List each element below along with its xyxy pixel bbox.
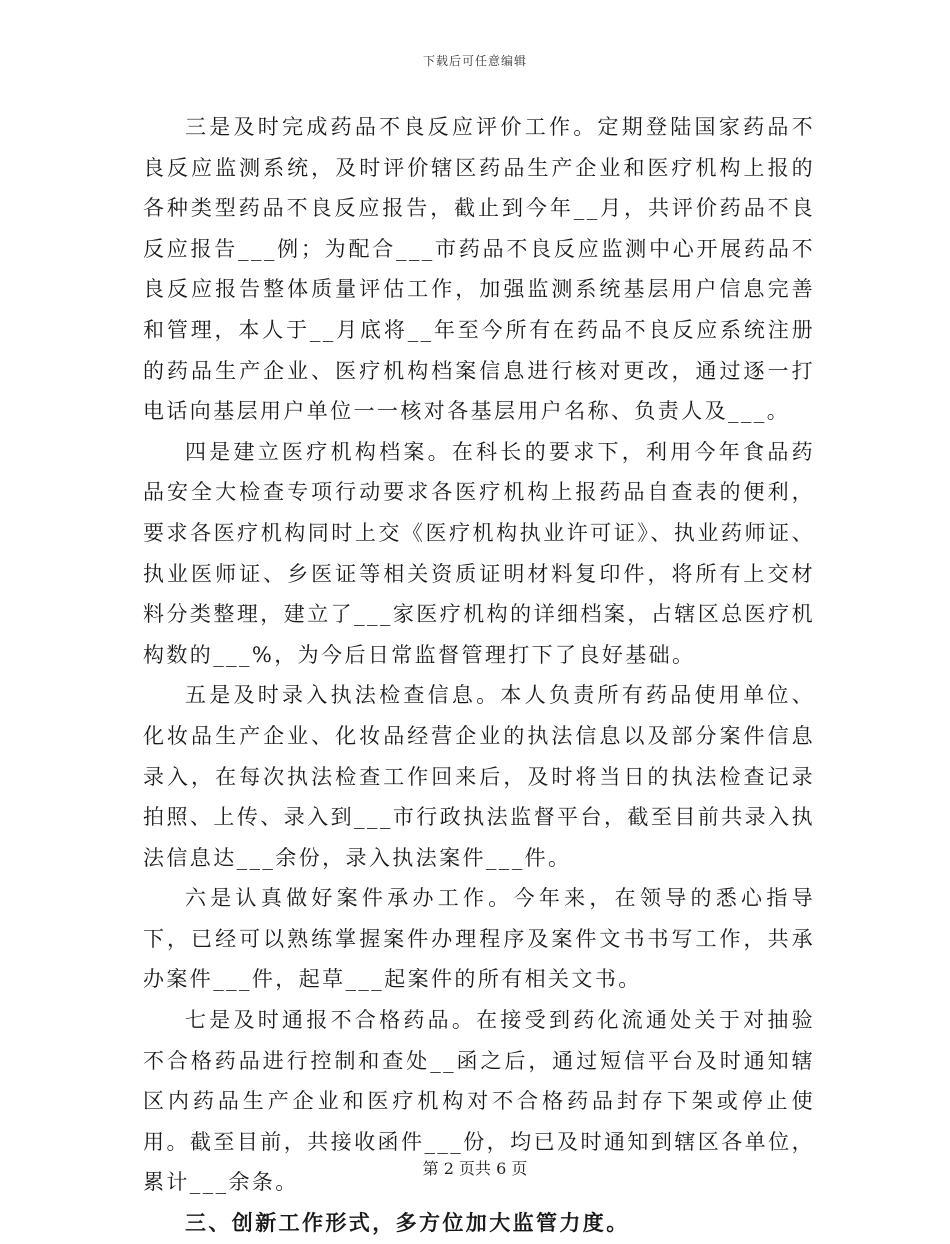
page-header: 下载后可任意编辑 <box>422 54 527 68</box>
page-number-footer: 第 2 页共 6 页 <box>422 1159 528 1178</box>
document-body <box>143 107 815 1244</box>
paragraph-adr-evaluation: 三是及时完成药品不良反应评价工作。定期登陆国家药品不良反应监测系统，及时评价辖区药品生产企业和医疗机构上报的各种类型药品不良反应报告，截止到今年__月，共评价药品不良反应报告___例；为配合___市药品不良反应监测中心开展药品不良反应报告整体质量评估工作，加强监测系统基层用户信息完善和管理，本人于__月底将__年至今所有在药品不良反应系统注册的药品生产企业、医疗机构档案信息进行核对更改，通过逐一打电话向基层用户单位一一核对各基层用户名称、负责人及___。 <box>143 115 815 424</box>
paragraph-enforcement-info: 五是及时录入执法检查信息。本人负责所有药品使用单位、化妆品生产企业、化妆品经营企业的执法信息以及部分案件信息录入，在每次执法检查工作回来后，及时将当日的执法检查记录拍照、上传、录入到___市行政执法监督平台，截至目前共录入执法信息达___余份，录入执法案件___件。 <box>143 683 815 870</box>
paragraph-case-handling: 六是认真做好案件承办工作。今年来，在领导的悉心指导下，已经可以熟练掌握案件办理程序及案件文书书写工作，共承办案件___件，起草___起案件的所有相关文书。 <box>143 886 815 992</box>
section-heading: 三、创新工作形式，多方位加大监管力度。 <box>185 1210 630 1236</box>
paragraph-medical-archives: 四是建立医疗机构档案。在科长的要求下，利用今年食品药品安全大检查专项行动要求各医疗机构上报药品自查表的便利，要求各医疗机构同时上交《医疗机构执业许可证》、执业药师证、执业医师证、乡医证等相关资质证明材料复印件，将所有上交材料分类整理，建立了___家医疗机构的详细档案，占辖区总医疗机构数的___%，为今后日常监督管理打下了良好基础。 <box>143 439 815 667</box>
paragraph-unqualified-drugs: 七是及时通报不合格药品。在接受到药化流通处关于对抽验不合格药品进行控制和查处__函之后，通过短信平台及时通知辖区内药品生产企业和医疗机构对不合格药品封存下架或停止使用。截至目前，共接收函件___份，均已及时通知到辖区各单位，累计___余条。 <box>143 1008 815 1195</box>
